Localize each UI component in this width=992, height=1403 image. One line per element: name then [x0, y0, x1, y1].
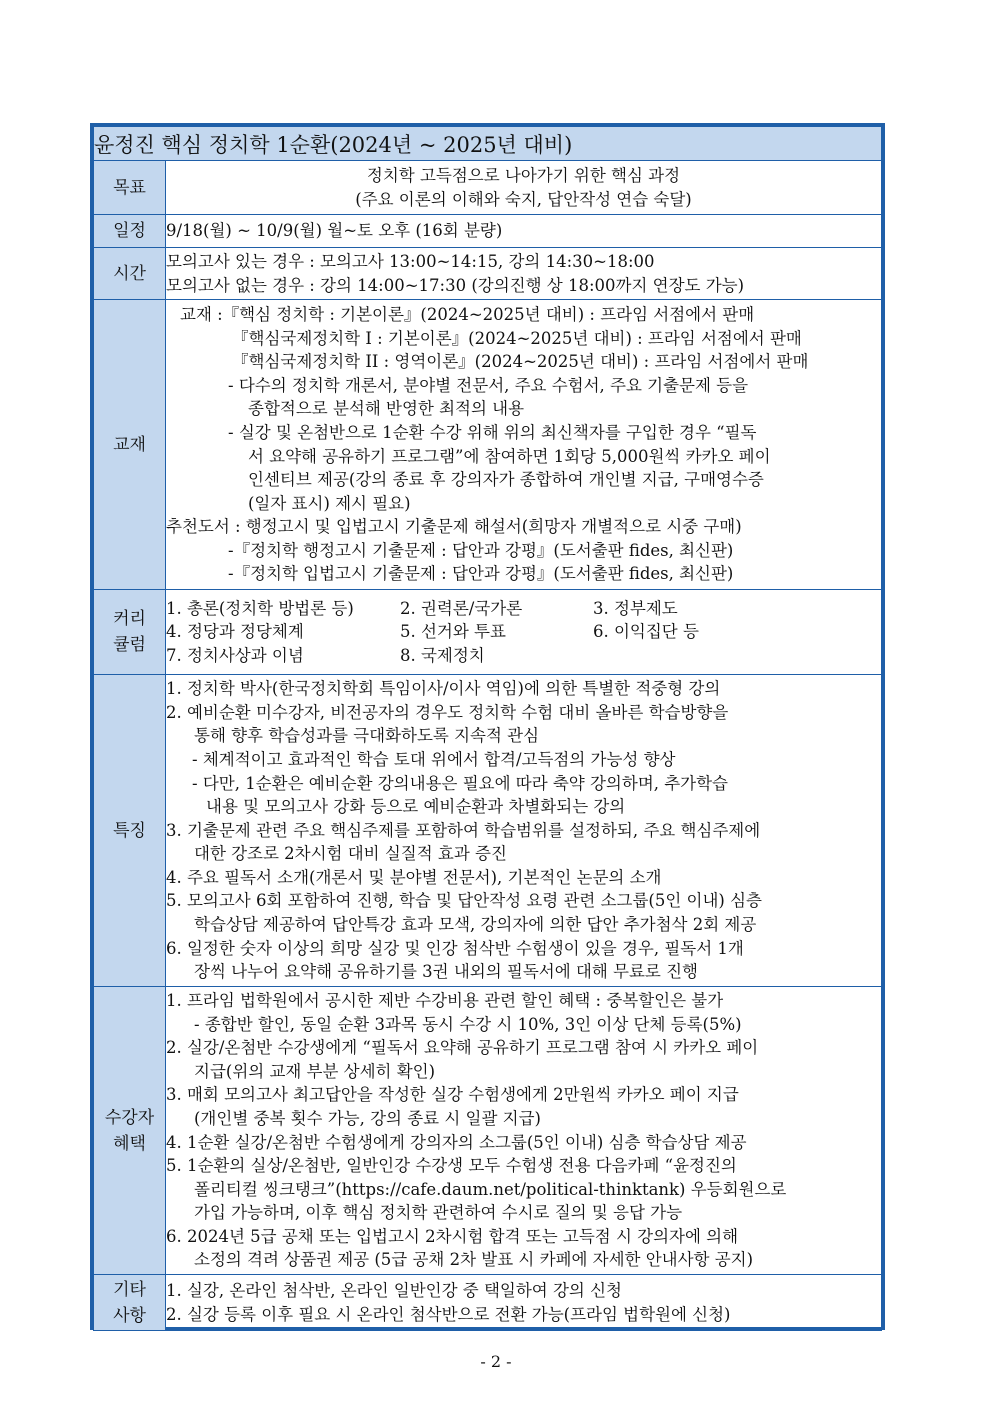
goal-line: 정치학 고득점으로 나아가기 위한 핵심 과정 [366, 165, 681, 185]
benefits-line: 소정의 격려 상품권 제공 (5급 공채 2차 발표 시 카페에 자세한 안내사항 공지) [194, 1250, 754, 1270]
benefits-line: 1. 프라임 법학원에서 공시한 제반 수강비용 관련 할인 혜택 : 중복할인은 불가 [166, 990, 724, 1010]
textbook-line: - 실강 및 온첨반으로 1순환 수강 위해 위의 최신책자를 구입한 경우 “필독 [228, 422, 757, 442]
textbook-line: 『핵심국제정치학 I : 기본이론』(2024~2025년 대비) : 프라임 서점에서 판매 [232, 328, 802, 348]
schedule-line: 9/18(월) ~ 10/9(월) 월~토 오후 (16회 분량) [166, 221, 503, 241]
benefits-line: 가입 가능하며, 이후 핵심 정치학 관련하여 수시로 질의 및 응답 가능 [194, 1203, 683, 1223]
etc-content [166, 1275, 882, 1331]
curriculum-item: 7. 정치사상과 이념 [166, 645, 304, 665]
features-line: 장씩 나누어 요약해 공유하기를 3권 내외의 필독서에 대해 무료로 진행 [194, 962, 698, 982]
textbook-line: (일자 표시) 제시 필요) [248, 493, 411, 513]
etc-label [94, 1275, 166, 1331]
features-line: 대한 강조로 2차시험 대비 실질적 효과 증진 [194, 844, 507, 864]
benefits-line: 5. 1순환의 실상/온첨반, 일반인강 수강생 모두 수험생 전용 다음카페 “윤정진의 [166, 1156, 737, 1176]
benefits-label-line: 혜택 [113, 1133, 146, 1154]
time-line: 모의고사 없는 경우 : 강의 14:00~17:30 (강의진행 상 18:00까지 연장도 가능) [166, 275, 745, 295]
features-line: 3. 기출문제 관련 주요 핵심주제를 포함하여 학습범위를 설정하되, 주요 핵심주제에 [166, 820, 761, 840]
etc-label-line: 기타 [113, 1279, 146, 1300]
curriculum-content [166, 590, 882, 675]
curriculum-item: 6. 이익집단 등 [593, 622, 699, 642]
etc-label-line: 사항 [113, 1305, 146, 1326]
features-line: 내용 및 모의고사 강화 등으로 예비순환과 차별화되는 강의 [206, 797, 626, 817]
textbook-line: 종합적으로 분석해 반영한 최적의 내용 [248, 399, 525, 419]
page-number: - 2 - [480, 1352, 512, 1371]
curriculum-item: 8. 국제정치 [400, 645, 485, 665]
features-line: 2. 예비순환 미수강자, 비전공자의 경우도 정치학 수험 대비 올바른 학습방향을 [166, 702, 729, 722]
time-label: 시간 [94, 248, 166, 300]
benefits-line: (개인별 중복 횟수 가능, 강의 종료 시 일괄 지급) [194, 1108, 541, 1128]
time-line: 모의고사 있는 경우 : 모의고사 13:00~14:15, 강의 14:30~18:00 [166, 251, 655, 271]
schedule-label: 일정 [94, 215, 166, 248]
features-content [166, 675, 882, 987]
features-line: 5. 모의고사 6회 포함하여 진행, 학습 및 답안작성 요령 관련 소그룹(5인 이내) 심층 [166, 891, 762, 911]
curriculum-label-line: 큘럼 [113, 635, 146, 655]
table-title: 윤정진 핵심 정치학 1순환(2024년 ~ 2025년 대비) [94, 127, 882, 161]
textbook-line: 『핵심국제정치학 II : 영역이론』(2024~2025년 대비) : 프라임 서점에서 판매 [232, 352, 809, 372]
curriculum-item: 3. 정부제도 [593, 598, 678, 618]
features-label: 특징 [94, 675, 166, 987]
features-line: 4. 주요 필독서 소개(개론서 및 분야별 전문서), 기본적인 논문의 소개 [166, 867, 662, 887]
textbook-line: -『정치학 입법고시 기출문제 : 답안과 강평』(도서출판 fides, 최신판) [228, 564, 734, 584]
textbook-line: -『정치학 행정고시 기출문제 : 답안과 강평』(도서출판 fides, 최신판) [228, 540, 734, 560]
textbook-line: - 다수의 정치학 개론서, 분야별 전문서, 주요 수험서, 주요 기출문제 등을 [228, 375, 749, 395]
benefits-line: 6. 2024년 5급 공채 또는 입법고시 2차시험 합격 또는 고득점 시 강의자에 의해 [166, 1226, 739, 1246]
curriculum-item: 2. 권력론/국가론 [400, 598, 523, 618]
curriculum-item: 1. 총론(정치학 방법론 등) [166, 598, 354, 618]
textbook-label: 교재 [94, 300, 166, 590]
curriculum-item: 5. 선거와 투표 [400, 622, 506, 642]
curriculum-label [94, 590, 166, 675]
time-content [166, 248, 882, 300]
course-info-table [90, 123, 885, 1330]
benefits-line: 3. 매회 모의고사 최고답안을 작성한 실강 수험생에게 2만원씩 카카오 페이 지급 [166, 1085, 739, 1105]
benefits-line: 4. 1순환 실강/온첨반 수험생에게 강의자의 소그룹(5인 이내) 심층 학습상담 제공 [166, 1132, 747, 1152]
benefits-line: - 종합반 할인, 동일 순환 3과목 동시 수강 시 10%, 3인 이상 단체 등록(5%) [194, 1014, 742, 1034]
schedule-content [166, 215, 882, 248]
textbook-line: 서 요약해 공유하기 프로그램”에 참여하면 1회당 5,000원씩 카카오 페이 [248, 446, 771, 466]
goal-content [166, 161, 882, 215]
features-line: 통해 향후 학습성과를 극대화하도록 지속적 관심 [194, 726, 540, 746]
benefits-content [166, 987, 882, 1275]
features-line: - 체계적이고 효과적인 학습 토대 위에서 합격/고득점의 가능성 향상 [192, 749, 676, 769]
textbook-line: 추천도서 : 행정고시 및 입법고시 기출문제 해설서(희망자 개별적으로 시중 구매) [166, 517, 742, 537]
textbook-line: 인센티브 제공(강의 종료 후 강의자가 종합하여 개인별 지급, 구매영수증 [248, 470, 764, 490]
features-line: 1. 정치학 박사(한국정치학회 특임이사/이사 역임)에 의한 특별한 적중형 강의 [166, 679, 721, 699]
goal-label: 목표 [94, 161, 166, 215]
benefits-label [94, 987, 166, 1275]
curriculum-item: 4. 정당과 정당체계 [166, 622, 304, 642]
curriculum-label-line: 커리 [113, 609, 146, 629]
textbook-line: 교재 :『핵심 정치학 : 기본이론』(2024~2025년 대비) : 프라임 서점에서 판매 [180, 304, 755, 324]
features-line: - 다만, 1순환은 예비순환 강의내용은 필요에 따라 축약 강의하며, 추가학습 [192, 773, 728, 793]
textbook-content [166, 300, 882, 590]
benefits-line: 지급(위의 교재 부분 상세히 확인) [194, 1061, 436, 1081]
etc-line: 2. 실강 등록 이후 필요 시 온라인 첨삭반으로 전환 가능(프라임 법학원에 신청) [166, 1304, 731, 1324]
etc-line: 1. 실강, 온라인 첨삭반, 온라인 일반인강 중 택일하여 강의 신청 [166, 1280, 622, 1300]
benefits-line: 폴리티컬 씽크탱크”(https://cafe.daum.net/political-thinktank) 우등회원으로 [194, 1179, 787, 1199]
benefits-line: 2. 실강/온첨반 수강생에게 “필독서 요약해 공유하기 프로그램 참여 시 카카오 페이 [166, 1038, 759, 1058]
features-line: 6. 일정한 숫자 이상의 희망 실강 및 인강 첨삭반 수험생이 있을 경우, 필독서 1개 [166, 938, 744, 958]
goal-line: (주요 이론의 이해와 숙지, 답안작성 연습 숙달) [355, 189, 692, 209]
benefits-label-line: 수강자 [104, 1107, 155, 1128]
features-line: 학습상담 제공하여 답안특강 효과 모색, 강의자에 의한 답안 추가첨삭 2회 제공 [194, 915, 757, 935]
